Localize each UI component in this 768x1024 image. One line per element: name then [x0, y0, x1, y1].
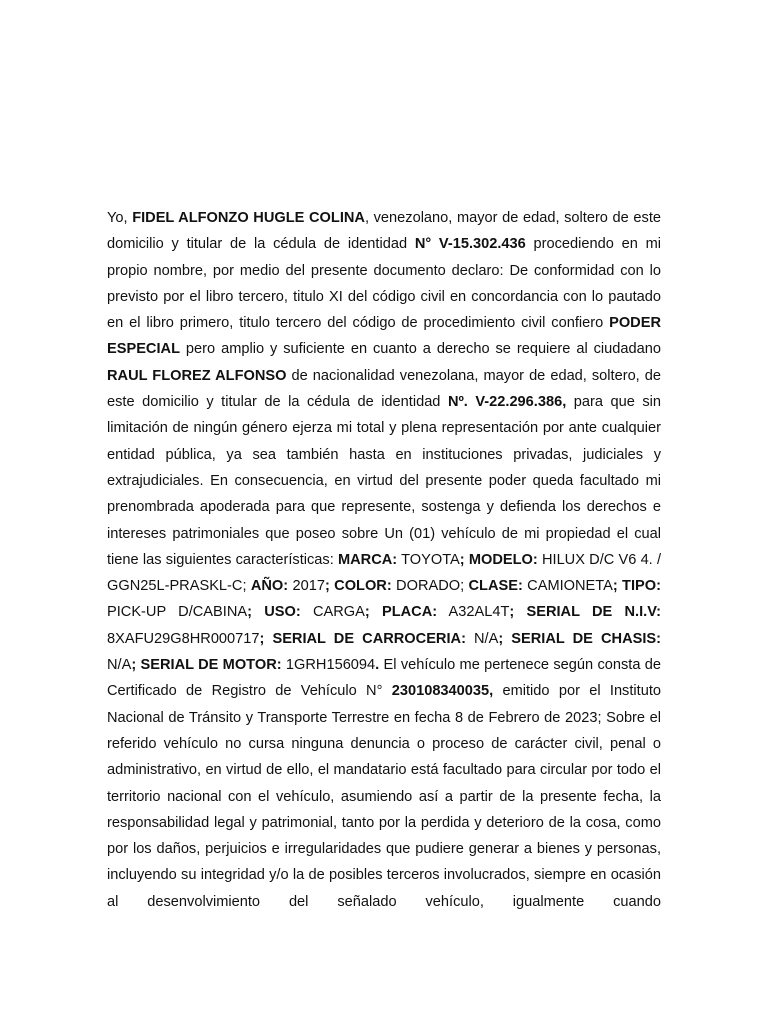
text-run: PICK-UP D/CABINA: [107, 604, 248, 621]
bold-text-run: ; SERIAL DE CARROCERIA:: [259, 630, 466, 647]
text-run: A32AL4T: [437, 604, 510, 621]
bold-text-run: PODER ESPECIAL: [107, 315, 661, 358]
bold-text-run: ; PLACA:: [364, 604, 438, 621]
bold-text-run: CLASE:: [468, 578, 523, 595]
bold-text-run: RAUL FLOREZ ALFONSO: [107, 367, 287, 384]
text-run: 8XAFU29G8HR000717: [107, 630, 260, 647]
text-run: N/A: [465, 630, 499, 647]
bold-text-run: .: [375, 657, 380, 674]
text-run: de nacionalidad venezolana, mayor de edad, soltero, de este domicilio y titular de la cédula de identidad: [107, 367, 661, 411]
text-run: procediendo en mi propio nombre, por medio del presente documento declaro: De conformidad con lo previsto por el libro tercero, titulo XI del código civil en concordancia con lo pautado en el libro primero, titulo tercero del código de procedimiento civil confiero: [107, 236, 661, 332]
text-run: N/A: [107, 657, 132, 674]
bold-text-run: N° V-15.302.436: [414, 236, 526, 253]
text-run: emitido por el Instituto Nacional de Tránsito y Transporte Terrestre en fecha 8 de Febrero de 2023; Sobre el referido vehículo no cursa ninguna denuncia o proceso de carácter civil, penal o administrativo, en virtud de ello, el mandatario está facultado para circular por todo el territorio nacional con el vehículo, asumiendo así a partir de la presente fecha, la responsabilidad legal y patrimonial, tanto por la perdida y deterioro de la cosa, como por los daños, perjuicios e irregularidades que pudiere generar a bienes y personas, incluyendo su integridad y/o la de posibles terceros involucrados, siempre en ocasión al desenvolvimiento del señalado vehículo, igualmente cuando: [107, 683, 661, 910]
bold-text-run: MARCA:: [337, 551, 398, 568]
text-run: HILUX D/C V6 4. / GGN25L-PRASKL-C;: [107, 551, 661, 595]
text-run: Yo,: [107, 210, 133, 226]
text-run: pero amplio y suficiente en cuanto a derecho se requiere al ciudadano: [179, 341, 661, 358]
text-run: , venezolano, mayor de edad, soltero de este domicilio y titular de la cédula de identidad: [107, 210, 661, 253]
text-run: DORADO;: [391, 578, 469, 595]
bold-text-run: ; COLOR:: [324, 578, 392, 595]
text-run: El vehículo me pertenece según consta de Certificado de Registro de Vehículo N°: [107, 657, 661, 700]
bold-text-run: ; TIPO:: [612, 578, 661, 595]
bold-text-run: FIDEL ALFONZO HUGLE COLINA: [132, 210, 365, 226]
bold-text-run: 230108340035,: [391, 683, 494, 700]
bold-text-run: ; SERIAL DE N.I.V:: [509, 604, 661, 621]
text-run: CAMIONETA: [522, 578, 613, 595]
bold-text-run: Nº. V-22.296.386,: [447, 394, 567, 411]
document-body-paragraph: [107, 205, 661, 915]
text-run: 2017: [288, 578, 325, 595]
text-run: para que sin limitación de ningún género ejerza mi total y plena representación por ante cualquier entidad pública, ya sea también hasta en instituciones privadas, judiciales y extrajudiciales. En consecuencia, en virtud del presente poder queda facultado mi prenombrada apoderada para que represente, sostenga y defienda los derechos e intereses patrimoniales que poseo sobre Un (01) vehículo de mi propiedad el cual tiene las siguientes características:: [107, 394, 661, 568]
text-run: CARGA: [300, 604, 365, 621]
bold-text-run: ; MODELO:: [459, 551, 538, 568]
bold-text-run: ; USO:: [247, 604, 301, 621]
bold-text-run: ; SERIAL DE CHASIS:: [498, 630, 661, 647]
text-run: TOYOTA: [397, 551, 460, 568]
bold-text-run: ; SERIAL DE MOTOR:: [131, 657, 282, 674]
bold-text-run: AÑO:: [250, 578, 289, 595]
text-run: 1GRH156094: [281, 657, 376, 674]
